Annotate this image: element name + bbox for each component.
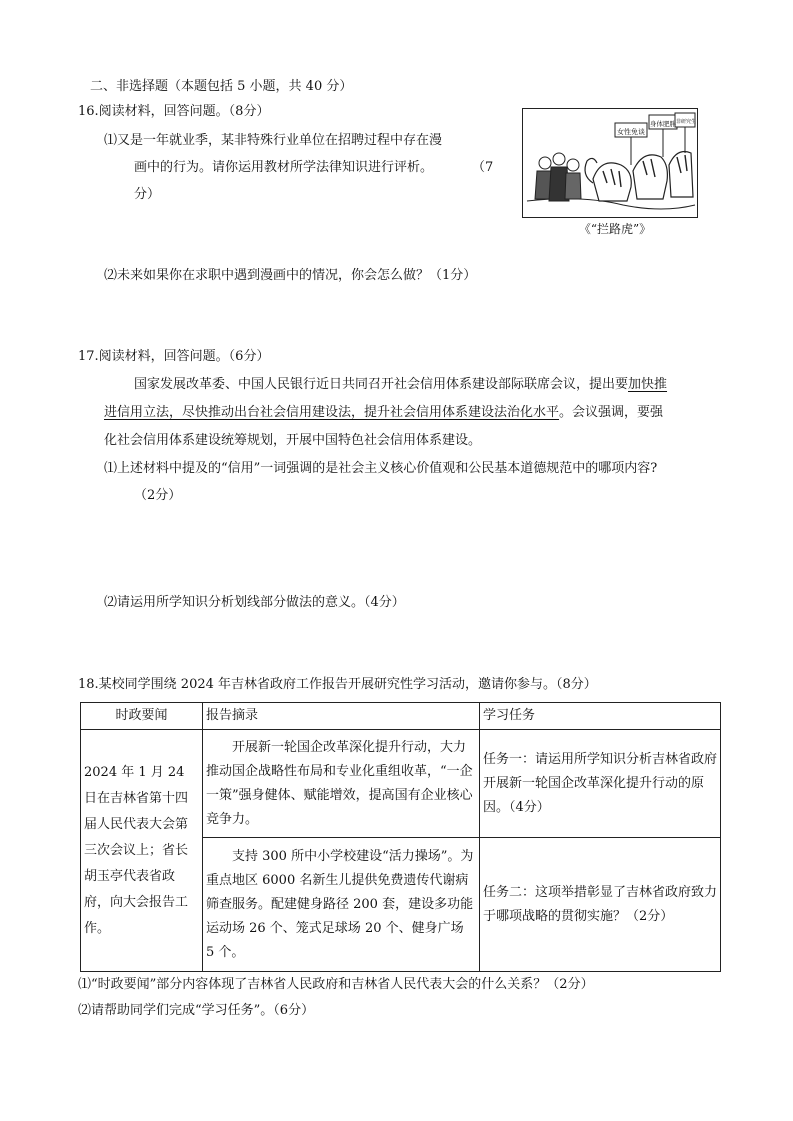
header-news: 时政要闻 xyxy=(81,703,203,730)
q17-stem: 17.阅读材料，回答问题。（6分） xyxy=(78,349,270,364)
cartoon-image xyxy=(522,108,698,218)
tiger-cartoon-illustration xyxy=(523,109,697,217)
sign-text-1: 女性免谈 xyxy=(617,128,645,136)
q18-part1: ⑴“时政要闻”部分内容体现了吉林省人民政府和吉林省人民代表大会的什么关系？（2分） xyxy=(78,977,594,992)
q16-part1-score-b: 分） xyxy=(134,187,161,202)
q18-table xyxy=(80,702,721,972)
q17-part1-line2: （2分） xyxy=(134,488,182,503)
cell-excerpt-2: 支持 300 所中小学校建设“活力操场”。为重点地区 6000 名新生儿提供免费遗传代谢病筛查服务。配建健身路径 200 套，建设多功能运动场 26 个、笼式足球场 20 个、健身广场 5 个。 xyxy=(203,838,480,972)
cartoon-caption: 《“拦路虎”》 xyxy=(578,222,652,236)
q17-material-line2 xyxy=(104,402,663,424)
cell-excerpt-1: 开展新一轮国企改革深化提升行动，大力推动国企战略性布局和专业化重组收革，“一企一策”强身健体、赋能增效，提高国有企业核心竞争力。 xyxy=(203,730,480,838)
section-title: 二、非选择题（本题包括 5 小题，共 40 分） xyxy=(90,79,353,94)
q17-material-line1-text: 国家发展改革委、中国人民银行近日共同召开社会信用体系建设部际联席会议，提出要 xyxy=(134,377,629,392)
q17-material-line1-underlined: 加快推 xyxy=(628,377,668,392)
table-header-row xyxy=(81,703,721,730)
cell-task-1: 任务一：请运用所学知识分析吉林省政府开展新一轮国企改革深化提升行动的原因。（4分） xyxy=(480,730,721,838)
q17-part1-line1: ⑴上述材料中提及的“信用”一词强调的是社会主义核心价值观和公民基本道德规范中的哪项内容? xyxy=(104,461,658,476)
q17-material-line2-underlined: 进信用立法，尽快推动出台社会信用建设法，提升社会信用体系建设法治化水平 xyxy=(104,405,560,420)
q16-stem: 16.阅读材料，回答问题。（8分） xyxy=(78,104,270,119)
header-excerpt: 报告摘录 xyxy=(203,703,480,730)
sign-text-3: 非研究生 xyxy=(676,119,697,125)
q16-part1-score-a: （7 xyxy=(472,160,494,175)
q16-part1-line1: ⑴又是一年就业季，某非特殊行业单位在招聘过程中存在漫 xyxy=(104,133,443,148)
q16-part1-line2: 画中的行为。请你运用教材所学法律知识进行评析。 xyxy=(134,160,434,175)
cell-task-2: 任务二：这项举措彰显了吉林省政府致力于哪项战略的贯彻实施？（2分） xyxy=(480,838,721,972)
q17-material-line2-text: 。会议强调，要强 xyxy=(559,405,664,420)
q18-part2: ⑵请帮助同学们完成“学习任务”。（6分） xyxy=(78,1003,315,1018)
table-row xyxy=(81,730,721,838)
cell-news: 2024 年 1 月 24 日在吉林省第十四届人民代表大会第三次会议上；省长胡玉亭代表省政府，向大会报告工作。 xyxy=(81,730,203,972)
q18-stem: 18.某校同学围绕 2024 年吉林省政府工作报告开展研究性学习活动，邀请你参与。（8分） xyxy=(78,677,597,692)
header-task: 学习任务 xyxy=(480,703,721,730)
q17-material-line1 xyxy=(134,374,667,396)
q17-material-line3: 化社会信用体系建设统筹规划，开展中国特色社会信用体系建设。 xyxy=(104,433,482,448)
sign-text-2: 身体肥胖 xyxy=(650,120,676,128)
q16-part2: ⑵未来如果你在求职中遇到漫画中的情况，你会怎么做？（1分） xyxy=(104,268,477,283)
q17-part2: ⑵请运用所学知识分析划线部分做法的意义。（4分） xyxy=(104,595,405,610)
